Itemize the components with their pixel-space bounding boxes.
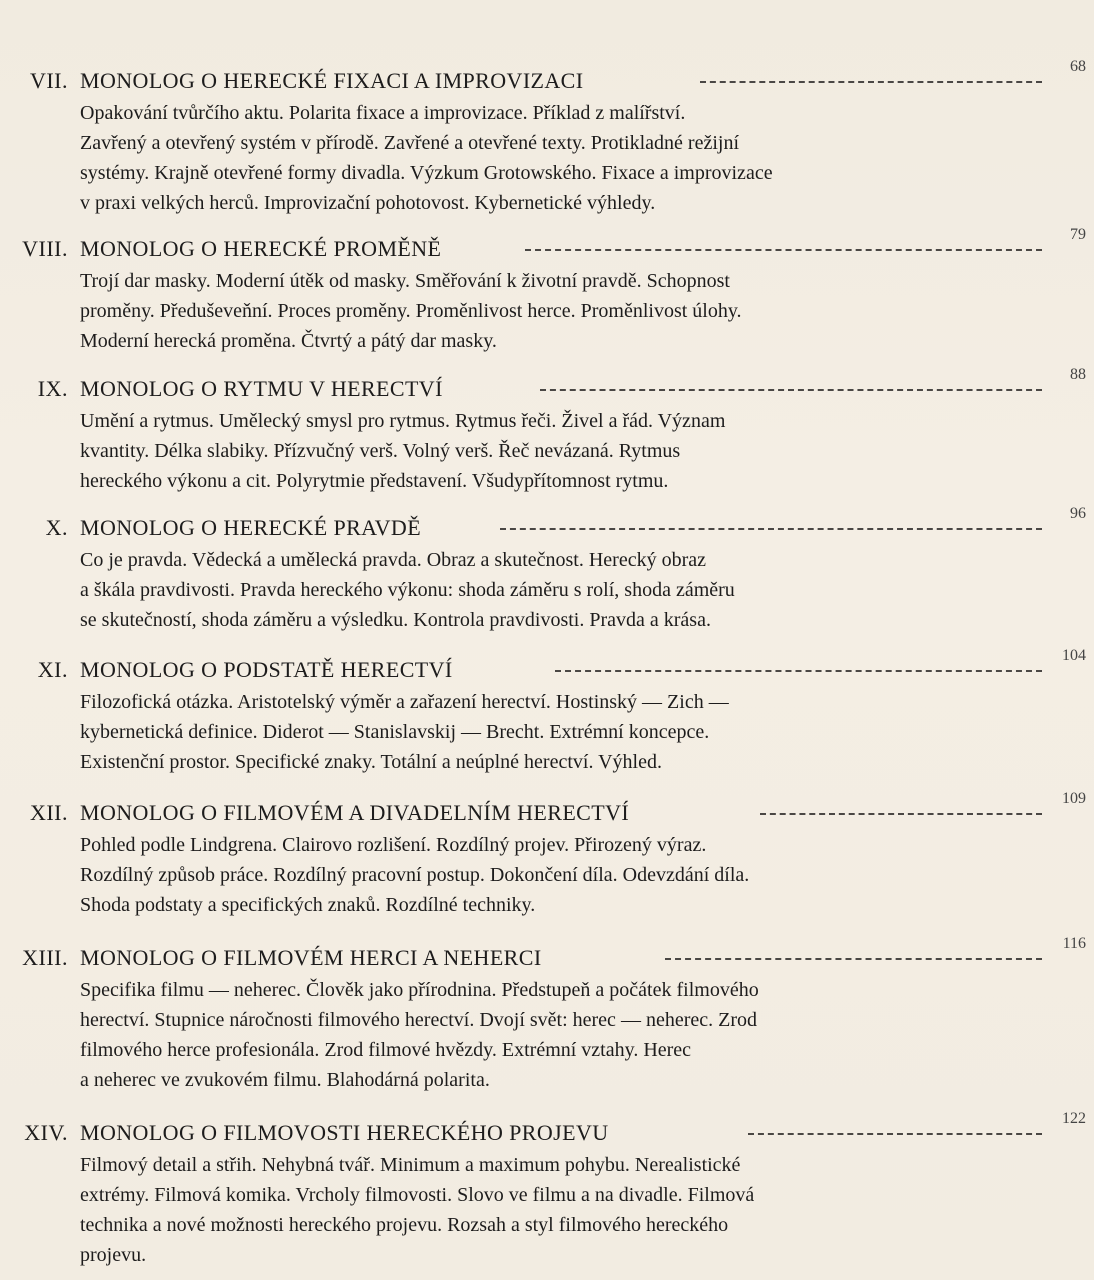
- summary-line: kybernetická definice. Diderot — Stanislavskij — Brecht. Extrémní koncepce.: [80, 721, 710, 743]
- chapter-numeral: XIV.: [24, 1120, 68, 1145]
- summary-line: Filmový detail a střih. Nehybná tvář. Minimum a maximum pohybu. Nerealistické: [80, 1154, 741, 1176]
- summary-line: v praxi velkých herců. Improvizační pohotovost. Kybernetické výhledy.: [80, 192, 656, 214]
- page-number: 104: [1062, 647, 1086, 664]
- summary-line: a škála pravdivosti. Pravda hereckého výkonu: shoda záměru s rolí, shoda záměru: [80, 579, 735, 601]
- summary-line: Existenční prostor. Specifické znaky. Totální a neúplné herectví. Výhled.: [80, 751, 662, 773]
- chapter-summary: [80, 98, 980, 218]
- toc-entry: [0, 505, 1094, 631]
- chapter-title: MONOLOG O HERECKÉ FIXACI A IMPROVIZACI: [80, 68, 584, 93]
- chapter-title: MONOLOG O FILMOVOSTI HERECKÉHO PROJEVU: [80, 1120, 609, 1145]
- chapter-title: MONOLOG O PODSTATĚ HERECTVÍ: [80, 657, 453, 682]
- chapter-summary: [80, 406, 980, 496]
- chapter-numeral: VIII.: [22, 236, 68, 261]
- chapter-summary: [80, 830, 980, 920]
- summary-line: se skutečností, shoda záměru a výsledku. Kontrola pravdivosti. Pravda a krása.: [80, 609, 711, 631]
- dot-leader: [700, 81, 1042, 83]
- chapter-summary: [80, 975, 980, 1095]
- entry-heading: [0, 505, 1094, 549]
- chapter-summary: [80, 1150, 980, 1270]
- summary-line: Moderní herecká proměna. Čtvrtý a pátý dar masky.: [80, 330, 497, 352]
- chapter-title: MONOLOG O FILMOVÉM HERCI A NEHERCI: [80, 945, 542, 970]
- toc-entry: [0, 1110, 1094, 1266]
- dot-leader: [540, 389, 1042, 391]
- dot-leader: [665, 958, 1042, 960]
- summary-line: projevu.: [80, 1244, 147, 1266]
- toc-entry: [0, 226, 1094, 352]
- chapter-summary: [80, 545, 980, 635]
- page-number: 96: [1070, 505, 1086, 522]
- summary-line: Zavřený a otevřený systém v přírodě. Zavřené a otevřené texty. Protikladné režijní: [80, 132, 740, 154]
- chapter-title: MONOLOG O HERECKÉ PROMĚNĚ: [80, 236, 442, 261]
- summary-line: Shoda podstaty a specifických znaků. Rozdílné techniky.: [80, 894, 536, 916]
- chapter-summary: [80, 266, 980, 356]
- summary-line: herectví. Stupnice náročnosti filmového herectví. Dvojí svět: herec — neherec. Zrod: [80, 1009, 757, 1031]
- summary-line: technika a nové možnosti hereckého projevu. Rozsah a styl filmového hereckého: [80, 1214, 729, 1236]
- page-number: 68: [1070, 58, 1086, 75]
- summary-line: Pohled podle Lindgrena. Clairovo rozlišení. Rozdílný projev. Přirozený výraz.: [80, 834, 707, 856]
- page-number: 88: [1070, 366, 1086, 383]
- toc-entry: [0, 790, 1094, 916]
- summary-line: extrémy. Filmová komika. Vrcholy filmovosti. Slovo ve filmu a na divadle. Filmová: [80, 1184, 755, 1206]
- dot-leader: [760, 813, 1042, 815]
- chapter-title: MONOLOG O FILMOVÉM A DIVADELNÍM HERECTVÍ: [80, 800, 630, 825]
- page-number: 122: [1062, 1110, 1086, 1127]
- summary-line: Opakování tvůrčího aktu. Polarita fixace a improvizace. Příklad z malířství.: [80, 102, 686, 124]
- chapter-summary: [80, 687, 980, 777]
- summary-line: systémy. Krajně otevřené formy divadla. Výzkum Grotowského. Fixace a improvizace: [80, 162, 773, 184]
- entry-heading: [0, 790, 1094, 834]
- entry-heading: [0, 58, 1094, 102]
- chapter-numeral: XIII.: [22, 945, 68, 970]
- summary-line: Filozofická otázka. Aristotelský výměr a zařazení herectví. Hostinský — Zich —: [80, 691, 729, 713]
- summary-line: Rozdílný způsob práce. Rozdílný pracovní postup. Dokončení díla. Odevzdání díla.: [80, 864, 750, 886]
- toc-entry: [0, 647, 1094, 773]
- page-number: 79: [1070, 226, 1086, 243]
- chapter-title: MONOLOG O HERECKÉ PRAVDĚ: [80, 515, 422, 540]
- summary-line: Co je pravda. Vědecká a umělecká pravda. Obraz a skutečnost. Herecký obraz: [80, 549, 707, 571]
- summary-line: filmového herce profesionála. Zrod filmové hvězdy. Extrémní vztahy. Herec: [80, 1039, 692, 1061]
- entry-heading: [0, 366, 1094, 410]
- page-number: 109: [1062, 790, 1086, 807]
- toc-entry: [0, 935, 1094, 1091]
- toc-entry: [0, 366, 1094, 492]
- chapter-numeral: X.: [45, 515, 68, 540]
- entry-heading: [0, 1110, 1094, 1154]
- entry-heading: [0, 935, 1094, 979]
- chapter-numeral: XII.: [29, 800, 68, 825]
- chapter-numeral: IX.: [37, 376, 68, 401]
- summary-line: Specifika filmu — neherec. Člověk jako přírodnina. Předstupeň a počátek filmového: [80, 979, 759, 1001]
- summary-line: kvantity. Délka slabiky. Přízvučný verš. Volný verš. Řeč nevázaná. Rytmus: [80, 440, 681, 462]
- summary-line: a neherec ve zvukovém filmu. Blahodárná polarita.: [80, 1069, 490, 1091]
- entry-heading: [0, 647, 1094, 691]
- summary-line: hereckého výkonu a cit. Polyrytmie představení. Všudypřítomnost rytmu.: [80, 470, 669, 492]
- dot-leader: [500, 528, 1042, 530]
- summary-line: proměny. Předuševeňní. Proces proměny. Proměnlivost herce. Proměnlivost úlohy.: [80, 300, 742, 322]
- summary-line: Trojí dar masky. Moderní útěk od masky. Směřování k životní pravdě. Schopnost: [80, 270, 730, 292]
- dot-leader: [555, 670, 1042, 672]
- dot-leader: [525, 249, 1042, 251]
- entry-heading: [0, 226, 1094, 270]
- chapter-numeral: VII.: [29, 68, 68, 93]
- toc-entry: [0, 58, 1094, 214]
- dot-leader: [748, 1133, 1042, 1135]
- page-number: 116: [1062, 935, 1086, 952]
- chapter-numeral: XI.: [37, 657, 68, 682]
- chapter-title: MONOLOG O RYTMU V HERECTVÍ: [80, 376, 443, 401]
- summary-line: Umění a rytmus. Umělecký smysl pro rytmus. Rytmus řeči. Živel a řád. Význam: [80, 410, 726, 432]
